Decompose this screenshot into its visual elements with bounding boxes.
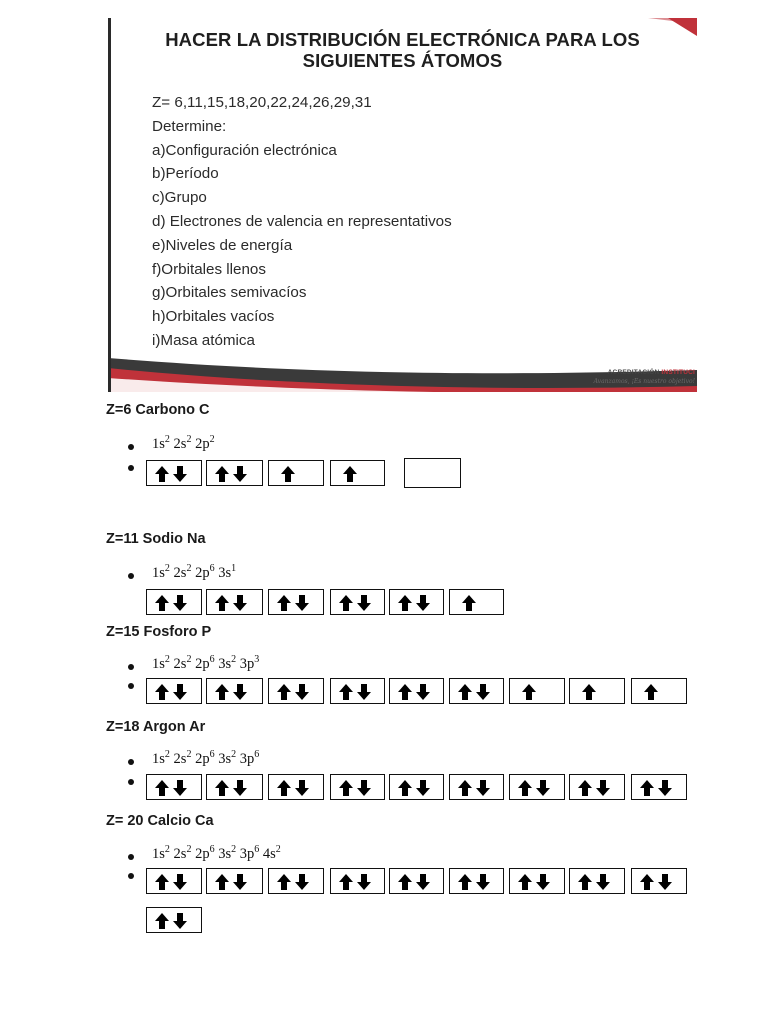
config-electron-count: 6 xyxy=(209,749,215,760)
spin-down-arrow-icon xyxy=(357,684,371,705)
config-electron-count: 1 xyxy=(231,563,237,574)
orbital-box xyxy=(146,907,202,933)
orbital-box xyxy=(146,589,202,615)
spin-down-arrow-icon xyxy=(173,466,187,487)
orbital-box xyxy=(268,774,324,800)
spin-down-arrow-icon xyxy=(596,874,610,895)
bullet-icon xyxy=(128,759,134,765)
electron-configuration xyxy=(152,565,236,582)
config-electron-count: 2 xyxy=(231,844,237,855)
bullet-icon xyxy=(128,779,134,785)
spin-down-arrow-icon xyxy=(173,780,187,801)
spin-up-arrow-icon xyxy=(215,466,229,487)
spin-up-arrow-icon xyxy=(155,874,169,895)
slide-line: e)Niveles de energía xyxy=(152,236,293,254)
orbital-box xyxy=(268,589,324,615)
orbital-box xyxy=(146,678,202,704)
spin-down-arrow-icon xyxy=(295,595,309,616)
slide-line: d) Electrones de valencia en representativos xyxy=(152,212,452,230)
config-electron-count: 2 xyxy=(186,844,192,855)
spin-down-arrow-icon xyxy=(536,780,550,801)
spin-up-arrow-icon xyxy=(398,874,412,895)
config-electron-count: 6 xyxy=(209,844,215,855)
spin-up-arrow-icon xyxy=(155,780,169,801)
slide-line: g)Orbitales semivacíos xyxy=(152,284,307,302)
config-electron-count: 3 xyxy=(254,654,260,665)
orbital-box xyxy=(268,868,324,894)
config-electron-count: 6 xyxy=(254,749,260,760)
institution-logo xyxy=(594,369,695,385)
orbital-box xyxy=(509,868,565,894)
orbital-box xyxy=(330,868,385,894)
atom-heading: Z=11 Sodio Na xyxy=(106,531,206,547)
orbital-box xyxy=(206,774,263,800)
spin-up-arrow-icon xyxy=(398,780,412,801)
spin-up-arrow-icon xyxy=(578,780,592,801)
spin-up-arrow-icon xyxy=(458,874,472,895)
config-orbital: 3p xyxy=(236,846,255,862)
config-orbital: 2p xyxy=(191,565,210,581)
spin-down-arrow-icon xyxy=(658,780,672,801)
orbital-box xyxy=(631,774,687,800)
orbital-box xyxy=(330,774,385,800)
spin-down-arrow-icon xyxy=(357,874,371,895)
orbital-box xyxy=(330,460,385,486)
orbital-box xyxy=(449,589,504,615)
spin-up-arrow-icon xyxy=(155,466,169,487)
spin-down-arrow-icon xyxy=(357,780,371,801)
spin-down-arrow-icon xyxy=(295,874,309,895)
config-orbital: 1s xyxy=(152,846,165,862)
spin-up-arrow-icon xyxy=(155,684,169,705)
slide-line: f)Orbitales llenos xyxy=(152,260,266,278)
spin-down-arrow-icon xyxy=(658,874,672,895)
spin-down-arrow-icon xyxy=(536,874,550,895)
config-electron-count: 2 xyxy=(231,654,237,665)
atom-heading: Z=6 Carbono C xyxy=(106,402,210,418)
config-orbital: 2s xyxy=(169,436,187,452)
config-electron-count: 6 xyxy=(209,563,215,574)
config-electron-count: 2 xyxy=(275,844,281,855)
spin-up-arrow-icon xyxy=(277,780,291,801)
slide-title-line: HACER LA DISTRIBUCIÓN ELECTRÓNICA PARA LOS xyxy=(165,29,640,50)
orbital-box xyxy=(449,678,504,704)
bullet-icon xyxy=(128,444,134,450)
spin-down-arrow-icon xyxy=(173,874,187,895)
spin-up-arrow-icon xyxy=(522,684,536,705)
orbital-box xyxy=(389,589,444,615)
config-electron-count: 2 xyxy=(231,749,237,760)
slide-title-line: SIGUIENTES ÁTOMOS xyxy=(302,50,503,71)
config-electron-count: 2 xyxy=(164,844,170,855)
config-orbital: 2p xyxy=(191,436,210,452)
config-electron-count: 2 xyxy=(186,654,192,665)
orbital-box xyxy=(389,678,444,704)
spin-down-arrow-icon xyxy=(173,595,187,616)
orbital-box xyxy=(268,678,324,704)
spin-up-arrow-icon xyxy=(277,684,291,705)
config-electron-count: 2 xyxy=(186,749,192,760)
config-orbital: 1s xyxy=(152,436,165,452)
slide-line: c)Grupo xyxy=(152,189,207,207)
bullet-icon xyxy=(128,664,134,670)
config-electron-count: 6 xyxy=(254,844,260,855)
orbital-box xyxy=(449,774,504,800)
spin-up-arrow-icon xyxy=(339,874,353,895)
orbital-box xyxy=(206,678,263,704)
config-orbital: 3p xyxy=(236,751,255,767)
config-orbital: 2s xyxy=(169,656,187,672)
slide-line: b)Período xyxy=(152,165,219,183)
orbital-box xyxy=(206,868,263,894)
spin-down-arrow-icon xyxy=(476,684,490,705)
config-orbital: 1s xyxy=(152,565,165,581)
atom-heading: Z= 20 Calcio Ca xyxy=(106,813,214,829)
config-electron-count: 2 xyxy=(186,434,192,445)
slide-line: Determine: xyxy=(152,117,227,135)
orbital-box xyxy=(206,460,263,486)
config-orbital: 2p xyxy=(191,751,210,767)
spin-up-arrow-icon xyxy=(462,595,476,616)
orbital-box xyxy=(569,678,625,704)
spin-down-arrow-icon xyxy=(233,684,247,705)
atom-heading: Z=15 Fosforo P xyxy=(106,624,212,640)
orbital-box xyxy=(330,678,385,704)
bullet-icon xyxy=(128,465,134,471)
spin-up-arrow-icon xyxy=(155,913,169,934)
orbital-box xyxy=(509,678,565,704)
config-orbital: 3s xyxy=(214,751,232,767)
spin-up-arrow-icon xyxy=(458,684,472,705)
config-orbital: 3p xyxy=(236,656,255,672)
electron-configuration xyxy=(152,846,281,863)
config-electron-count: 6 xyxy=(209,654,215,665)
config-electron-count: 2 xyxy=(164,563,170,574)
orbital-box xyxy=(146,460,202,486)
slide-title xyxy=(108,29,697,71)
orbital-box xyxy=(146,774,202,800)
orbital-box xyxy=(569,868,625,894)
config-electron-count: 2 xyxy=(186,563,192,574)
spin-down-arrow-icon xyxy=(233,780,247,801)
config-orbital: 2p xyxy=(191,656,210,672)
spin-up-arrow-icon xyxy=(582,684,596,705)
spin-up-arrow-icon xyxy=(578,874,592,895)
orbital-box xyxy=(631,678,687,704)
spin-down-arrow-icon xyxy=(233,874,247,895)
spin-down-arrow-icon xyxy=(416,595,430,616)
config-orbital: 1s xyxy=(152,751,165,767)
slide-line: i)Masa atómica xyxy=(152,331,255,349)
spin-down-arrow-icon xyxy=(233,466,247,487)
slide-text-list xyxy=(152,91,452,353)
orbital-box xyxy=(146,868,202,894)
spin-up-arrow-icon xyxy=(277,595,291,616)
spin-up-arrow-icon xyxy=(640,780,654,801)
spin-up-arrow-icon xyxy=(644,684,658,705)
slide-line: h)Orbitales vacíos xyxy=(152,308,275,326)
spin-up-arrow-icon xyxy=(640,874,654,895)
config-electron-count: 2 xyxy=(164,749,170,760)
spin-up-arrow-icon xyxy=(215,595,229,616)
orbital-box xyxy=(631,868,687,894)
slide-line: a)Configuración electrónica xyxy=(152,141,337,159)
bullet-icon xyxy=(128,573,134,579)
config-orbital: 2s xyxy=(169,565,187,581)
orbital-box xyxy=(206,589,263,615)
spin-down-arrow-icon xyxy=(416,874,430,895)
config-electron-count: 2 xyxy=(164,434,170,445)
config-orbital: 1s xyxy=(152,656,165,672)
atom-heading: Z=18 Argon Ar xyxy=(106,719,206,735)
spin-down-arrow-icon xyxy=(416,684,430,705)
spin-down-arrow-icon xyxy=(173,684,187,705)
slide-line: Z= 6,11,15,18,20,22,24,26,29,31 xyxy=(152,94,372,111)
logo-slogan: Avanzamos, ¡Es nuestro objetivo! xyxy=(593,378,695,385)
electron-configuration xyxy=(152,436,215,453)
spin-up-arrow-icon xyxy=(215,684,229,705)
spin-up-arrow-icon xyxy=(215,874,229,895)
bullet-icon xyxy=(128,854,134,860)
config-orbital: 4s xyxy=(259,846,276,862)
bullet-icon xyxy=(128,873,134,879)
config-orbital: 3s xyxy=(214,656,232,672)
spin-up-arrow-icon xyxy=(215,780,229,801)
orbital-box xyxy=(569,774,625,800)
config-orbital: 2s xyxy=(169,751,187,767)
spin-up-arrow-icon xyxy=(339,684,353,705)
spin-up-arrow-icon xyxy=(343,466,357,487)
spin-up-arrow-icon xyxy=(518,874,532,895)
spin-down-arrow-icon xyxy=(476,874,490,895)
spin-up-arrow-icon xyxy=(339,595,353,616)
electron-configuration xyxy=(152,751,259,768)
orbital-box xyxy=(449,868,504,894)
spin-down-arrow-icon xyxy=(295,684,309,705)
orbital-box xyxy=(509,774,565,800)
orbital-box xyxy=(404,458,461,488)
spin-up-arrow-icon xyxy=(281,466,295,487)
orbital-box xyxy=(268,460,324,486)
spin-down-arrow-icon xyxy=(596,780,610,801)
config-orbital: 3s xyxy=(214,565,232,581)
logo-text: ACREDITACIÓN xyxy=(607,369,660,376)
logo-text-red: INSTITUCI xyxy=(661,369,695,376)
spin-up-arrow-icon xyxy=(458,780,472,801)
spin-down-arrow-icon xyxy=(295,780,309,801)
config-orbital: 2s xyxy=(169,846,187,862)
config-orbital: 3s xyxy=(214,846,232,862)
spin-down-arrow-icon xyxy=(416,780,430,801)
spin-up-arrow-icon xyxy=(155,595,169,616)
orbital-box xyxy=(389,774,444,800)
spin-up-arrow-icon xyxy=(398,684,412,705)
spin-down-arrow-icon xyxy=(173,913,187,934)
spin-up-arrow-icon xyxy=(398,595,412,616)
config-electron-count: 2 xyxy=(209,434,215,445)
config-electron-count: 2 xyxy=(164,654,170,665)
bullet-icon xyxy=(128,683,134,689)
orbital-box xyxy=(389,868,444,894)
electron-configuration xyxy=(152,656,259,673)
spin-down-arrow-icon xyxy=(476,780,490,801)
spin-up-arrow-icon xyxy=(518,780,532,801)
slide-image xyxy=(108,18,697,392)
config-orbital: 2p xyxy=(191,846,210,862)
spin-down-arrow-icon xyxy=(233,595,247,616)
orbital-box xyxy=(330,589,385,615)
spin-up-arrow-icon xyxy=(339,780,353,801)
spin-down-arrow-icon xyxy=(357,595,371,616)
spin-up-arrow-icon xyxy=(277,874,291,895)
